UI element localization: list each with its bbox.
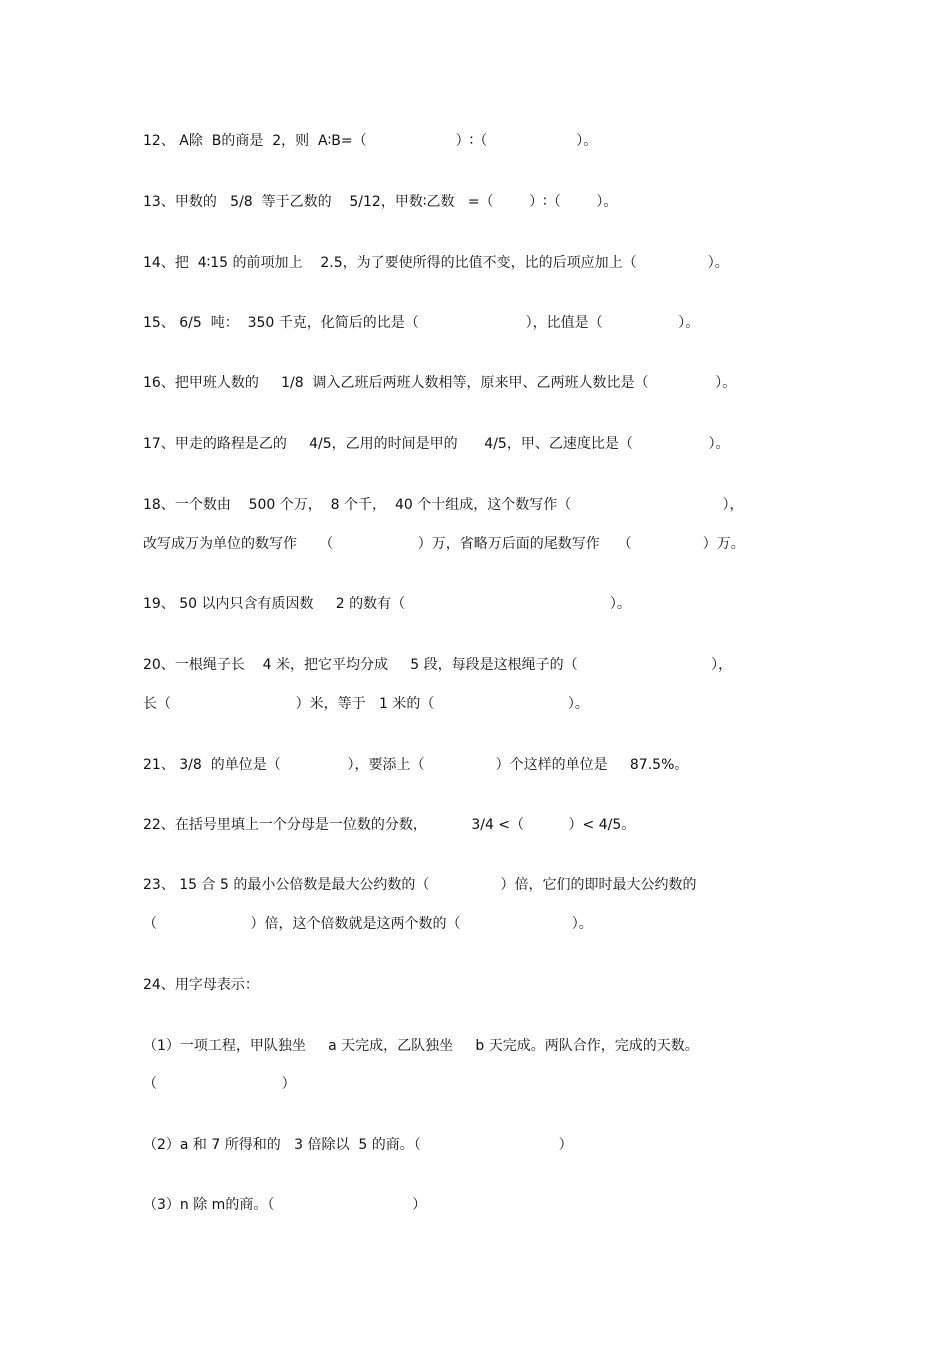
question-19-line-1: 19、 50 以内只含有质因数 2 的数有（ ）。: [143, 596, 631, 612]
question-24-line-1: 24、用字母表示：: [143, 977, 259, 993]
question-22-line-1: 22、在括号里填上一个分母是一位数的分数， 3/4 <（ ）< 4/5。: [143, 817, 636, 833]
question-15-line-1: 15、 6/5 吨： 350 千克，化简后的比是（ ），比值是（ ）。: [143, 315, 700, 331]
question-20-line-2: 长（ ）米，等于 1 米的（ ）。: [143, 696, 589, 712]
question-24-1-line-2: （ ）: [143, 1076, 296, 1092]
question-24-1-line-1: （1）一项工程，甲队独坐 a 天完成，乙队独坐 b 天完成。两队合作，完成的天数。: [143, 1038, 699, 1054]
question-20-line-1: 20、一根绳子长 4 米，把它平均分成 5 段，每段是这根绳子的（ ），: [143, 657, 733, 673]
question-18-line-2: 改写成万为单位的数写作 （ ）万，省略万后面的尾数写作 （ ）万。: [143, 536, 745, 552]
question-13-line-1: 13、甲数的 5/8 等于乙数的 5/12，甲数∶乙数 =（ ）∶（ ）。: [143, 194, 618, 210]
question-23-line-1: 23、 15 合 5 的最小公倍数是最大公约数的（ ）倍，它们的即时最大公约数的: [143, 877, 697, 893]
question-14-line-1: 14、把 4∶15 的前项加上 2.5，为了要使所得的比值不变，比的后项应加上（ ）。: [143, 255, 729, 271]
question-16-line-1: 16、把甲班人数的 1/8 调入乙班后两班人数相等，原来甲、乙两班人数比是（ ）。: [143, 375, 737, 391]
question-21-line-1: 21、 3/8 的单位是（ ），要添上（ ）个这样的单位是 87.5%。: [143, 757, 689, 773]
question-23-line-2: （ ）倍，这个倍数就是这两个数的（ ）。: [143, 916, 593, 932]
question-17-line-1: 17、甲走的路程是乙的 4/5，乙用的时间是甲的 4/5，甲、乙速度比是（ ）。: [143, 436, 730, 452]
question-18-line-1: 18、一个数由 500 个万， 8 个千， 40 个十组成，这个数写作（ ），: [143, 497, 744, 513]
question-24-2-line-1: （2）a 和 7 所得和的 3 倍除以 5 的商。（ ）: [143, 1137, 573, 1153]
question-12-line-1: 12、 A除 B的商是 2，则 A∶B=（ ）∶（ ）。: [143, 133, 598, 149]
question-24-3-line-1: （3）n 除 m的商。（ ）: [143, 1197, 427, 1213]
